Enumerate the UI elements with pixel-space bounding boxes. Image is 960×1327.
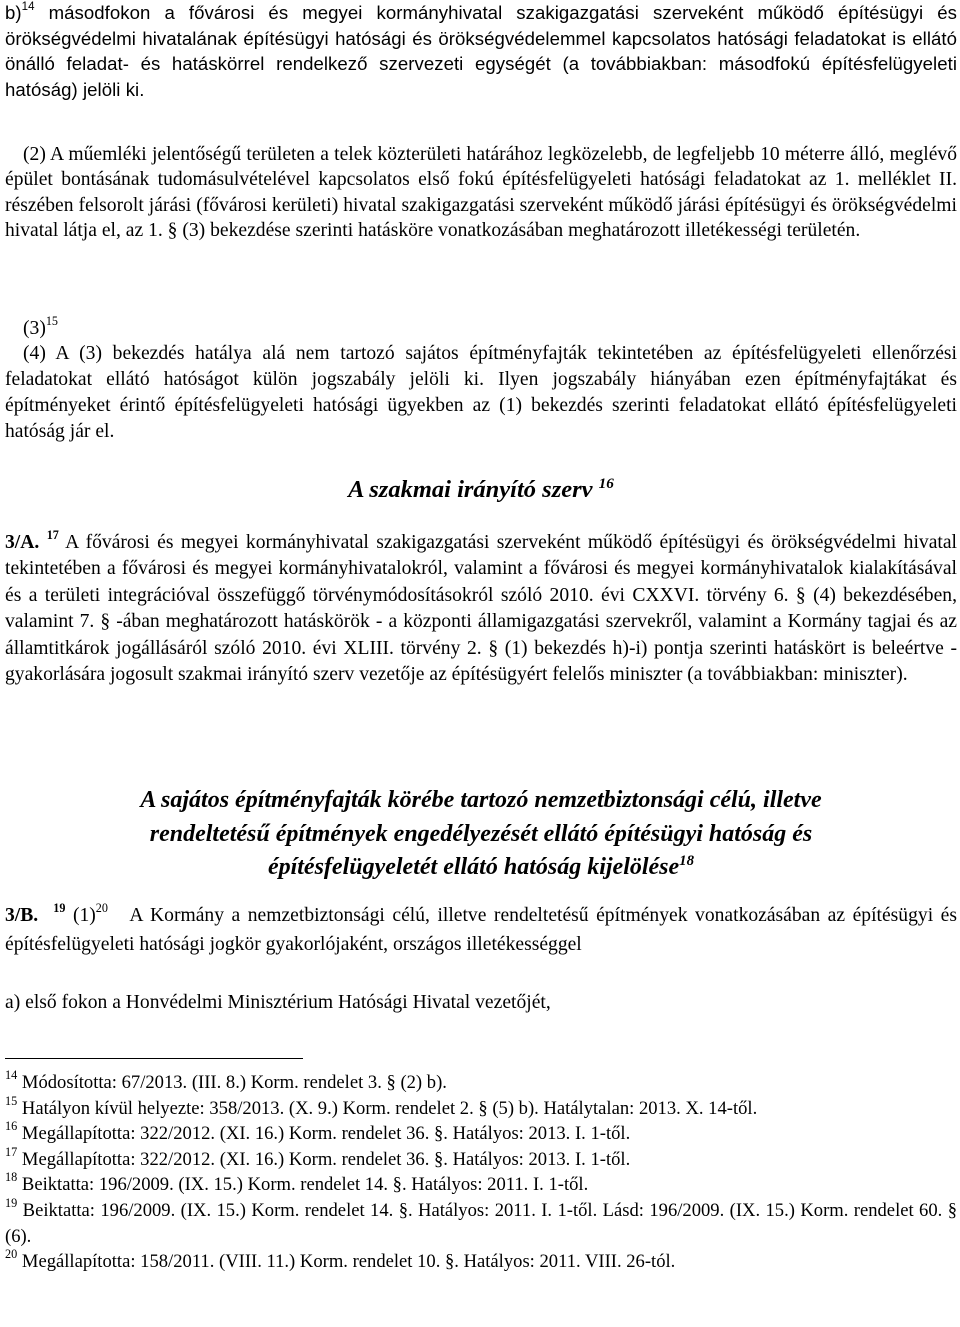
- footnote-number: 14: [5, 1067, 18, 1082]
- footnote: [5, 1093, 957, 1122]
- footnote-text: Megállapította: 158/2011. (VIII. 11.) Korm. rendelet 10. §. Hatályos: 2011. VIII. 26-tól.: [21, 1251, 676, 1273]
- section-text: A Kormány a nemzetbiztonsági célú, illetve rendeltetésű építmények vonatkozásában az építésügyi és építésfelügyeleti hatósági jogkör gyakorlójaként, országos illetékességgel: [5, 905, 957, 955]
- paragraph-text: (4) A (3) bekezdés hatálya alá nem tartozó sajátos építményfajták tekintetében az építésfelügyeleti ellenőrzési feladatokat ellátó hatóságot külön jogszabály jelöli ki. Ilyen jogszabály hiányában ezen építményfajtákat és építményeket érintő építésfelügyeleti hatósági ügyekben az (1) bekezdés szerinti feladatokat ellátó építésfelügyeleti hatóság jár el.: [5, 343, 957, 442]
- footnote: [5, 1121, 957, 1147]
- section-3a: [5, 527, 957, 688]
- footnote-number: 19: [5, 1195, 18, 1210]
- paragraph-text: másodfokon a fővárosi és megyei kormányhivatal szakigazgatási szerveként működő építésügyi és örökségvédelmi hivatalának építésügyi hatósági és örökségvédelemmel kapcsolatos hatósági feladatokat is ellátó önálló feladat- és hatáskörrel rendelkező szervezeti egységét (a továbbiakban: másodfokú építésfelügyeleti hatóság) jelöli ki.: [5, 2, 957, 100]
- list-item-text: a) első fokon a Honvédelmi Minisztérium Hatósági Hivatal vezetőjét,: [5, 992, 551, 1013]
- section-heading: [5, 476, 957, 504]
- footnote-text: Beiktatta: 196/2009. (IX. 15.) Korm. rendelet 14. §. Hatályos: 2011. I. 1-től. Lásd: 196/2009. (IX. 15.) Korm. rendelet 60. § (6).: [5, 1199, 957, 1247]
- footnote-text: Módosította: 67/2013. (III. 8.) Korm. rendelet 3. § (2) b).: [21, 1072, 447, 1093]
- list-item-a: [5, 990, 957, 1016]
- footnote-text: Hatályon kívül helyezte: 358/2013. (X. 9.) Korm. rendelet 2. § (5) b). Hatálytalan: 2013. X. 14-től.: [21, 1097, 758, 1119]
- footnote-text: Beiktatta: 196/2009. (IX. 15.) Korm. rendelet 14. §. Hatályos: 2011. I. 1-től.: [21, 1174, 589, 1196]
- item-label: (3): [23, 318, 46, 339]
- item-label: b): [5, 2, 22, 23]
- section-label: 3/B.: [5, 905, 39, 926]
- paragraph-2: [5, 142, 957, 244]
- footnote-number: 18: [5, 1170, 18, 1185]
- footnote-ref[interactable]: 17: [46, 527, 59, 542]
- section-text: A fővárosi és megyei kormányhivatal szakigazgatási szerveként működő építésügyi és örökségvédelmi hivatal tekintetében a fővárosi és megyei kormányhivatalokról, valamint a fővárosi és megyei kormányhivatalok kialakításával és a területi integrációval összefüggő törvénymódosításokról szóló 2010. évi CXXVI. törvény 6. § (4) bekezdésében, valamint 7. § -ában meghatározott hatáskörök - a központi államigazgatási szervekről, valamint a Kormány tagjai és az államtitkárok jogállásáról szóló 2010. évi XLIII. törvény 2. § (1) bekezdés h)-i) pontja szerinti hatáskört is beleértve - gyakorlására jogosult szakmai irányító szerv vezetője az építésügyért felelős miniszter (a továbbiakban: miniszter).: [5, 532, 957, 686]
- footnote-number: 20: [5, 1247, 18, 1262]
- footnote-number: 15: [5, 1093, 18, 1108]
- paragraph-3: [5, 313, 957, 341]
- footnote-ref[interactable]: 14: [21, 1, 35, 14]
- section-label: 3/A.: [5, 532, 40, 553]
- heading-line-3: [5, 851, 957, 885]
- footnote: [5, 1172, 957, 1198]
- footnote-text: Megállapította: 322/2012. (XI. 16.) Korm. rendelet 36. §. Hatályos: 2013. I. 1-től.: [21, 1123, 631, 1145]
- paragraph-text: (2) A műemléki jelentőségű területen a telek közterületi határához legközelebb, de legfeljebb 10 méterre álló, meglévő épület bontásának tudomásulvételével kapcsolatos első fokú építésfelügyeleti hatósági feladatokat az 1. melléklet II. részében felsorolt járási (fővárosi kerületi) hivatal szakigazgatási szerveként működő járási építésügyi és örökségvédelmi hivatal látja el, az 1. § (3) bekezdése szerinti hatásköre vonatkozásában meghatározott illetékességi területén.: [5, 144, 957, 242]
- footnote: [5, 1249, 957, 1275]
- footnote-ref[interactable]: 18: [679, 853, 695, 869]
- heading-line-2: rendeltetésű építmények engedélyezését ellátó építésügyi hatóság és: [149, 820, 813, 847]
- footnote-ref[interactable]: 16: [598, 474, 614, 492]
- footnotes: [5, 1067, 957, 1275]
- footnote-ref[interactable]: 19: [53, 900, 66, 915]
- paragraph-b: [5, 0, 957, 102]
- subsection-label: (1): [72, 905, 96, 926]
- heading-line-1: A sajátos építményfajták körébe tartozó nemzetbiztonsági célú, illetve: [140, 787, 822, 813]
- footnote: [5, 1067, 957, 1096]
- paragraph-4: [5, 341, 957, 445]
- footnote-number: 16: [5, 1119, 18, 1134]
- section-3b: [5, 902, 957, 959]
- footnote: [5, 1195, 957, 1249]
- footnote-text: Megállapította: 322/2012. (XI. 16.) Korm. rendelet 36. §. Hatályos: 2013. I. 1-től.: [21, 1148, 631, 1170]
- heading-text: A szakmai irányító szerv: [348, 476, 593, 503]
- heading-text: építésfelügyeletét ellátó hatóság kijelölése: [267, 854, 680, 880]
- section-heading-2: [5, 784, 957, 885]
- footnote-divider: [5, 1058, 303, 1059]
- footnote: [5, 1144, 957, 1173]
- document-page: [5, 0, 957, 1327]
- footnote-ref[interactable]: 20: [95, 900, 108, 915]
- footnote-ref[interactable]: 15: [45, 313, 58, 328]
- footnote-number: 17: [5, 1144, 18, 1159]
